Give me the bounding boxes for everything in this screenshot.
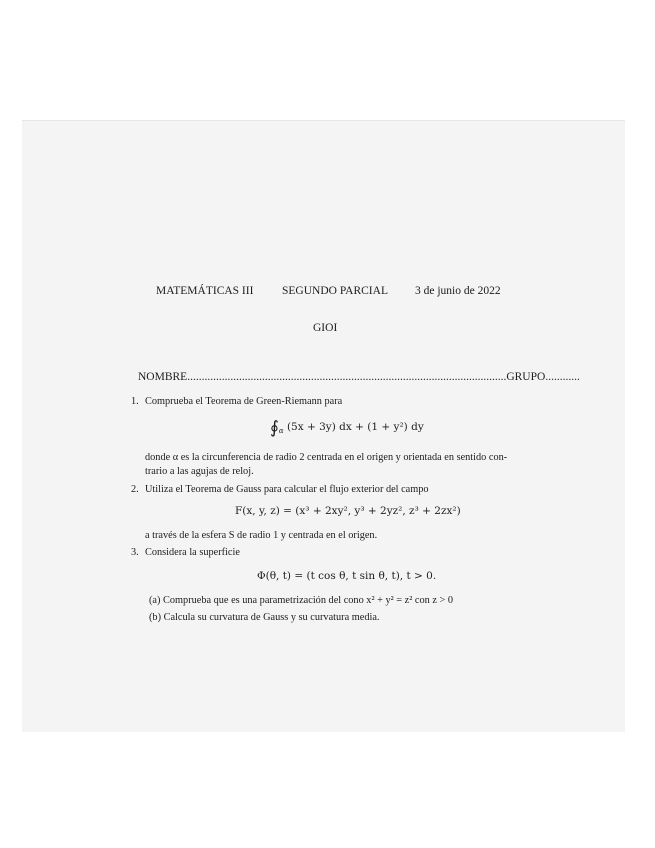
- problem-3-statement: [131, 546, 240, 560]
- continuation-line-2: trario a las agujas de reloj.: [145, 466, 254, 477]
- name-dots: ...............................................................................................................: [187, 371, 507, 383]
- formula-curve: α: [278, 427, 284, 435]
- problem-text: Utiliza el Teorema de Gauss para calcular el flujo exterior del campo: [145, 484, 429, 495]
- problem-1-statement: [131, 395, 342, 409]
- problem-1-continuation: [145, 451, 507, 479]
- exam-date: 3 de junio de 2022: [415, 285, 501, 297]
- name-label: NOMBRE: [138, 371, 188, 383]
- group-label: GRUPO: [506, 371, 546, 383]
- part-text: Calcula su curvatura de Gauss y su curvatura media.: [163, 612, 380, 623]
- problem-2-continuation: a través de la esfera S de radio 1 y centrada en el origen.: [145, 530, 378, 541]
- part-text: Comprueba que es una parametrización del cono x² + y² = z² con z > 0: [163, 595, 454, 606]
- problem-2-formula: [235, 505, 461, 517]
- group-code: GIOI: [313, 322, 338, 334]
- exam-title: SEGUNDO PARCIAL: [282, 285, 388, 297]
- paper-top-edge: [22, 120, 625, 121]
- problem-3-formula: [257, 570, 436, 582]
- problem-text: Considera la superficie: [145, 547, 240, 558]
- problem-text: Comprueba el Teorema de Green-Riemann para: [145, 396, 343, 407]
- problem-3-part-b: [149, 611, 379, 625]
- vector-field: F(x, y, z) = (x³ + 2xy², y³ + 2yz², z³ + 2zx²): [235, 505, 461, 517]
- problem-2-statement: [131, 483, 429, 497]
- problem-3-part-a: [149, 594, 453, 608]
- formula-integrand: (5x + 3y) dx + (1 + y²) dy: [286, 421, 424, 433]
- surface-parametrization: Φ(θ, t) = (t cos θ, t sin θ, t), t > 0.: [257, 570, 437, 582]
- problem-number: 3.: [131, 547, 139, 558]
- name-group-line: [138, 371, 580, 383]
- group-dots: ............: [545, 371, 580, 383]
- course-title: MATEMÁTICAS III: [156, 285, 254, 297]
- problem-number: 1.: [131, 396, 139, 407]
- problem-1-formula: $∮_\alpha$ (5x + 3y) dx + (1 + y²) dy: [270, 418, 424, 438]
- part-label: (a): [149, 595, 161, 606]
- part-label: (b): [149, 612, 162, 623]
- continuation-line-1: donde α es la circunferencia de radio 2 centrada en el origen y orientada en sentido con-: [145, 452, 508, 463]
- problem-number: 2.: [131, 484, 139, 495]
